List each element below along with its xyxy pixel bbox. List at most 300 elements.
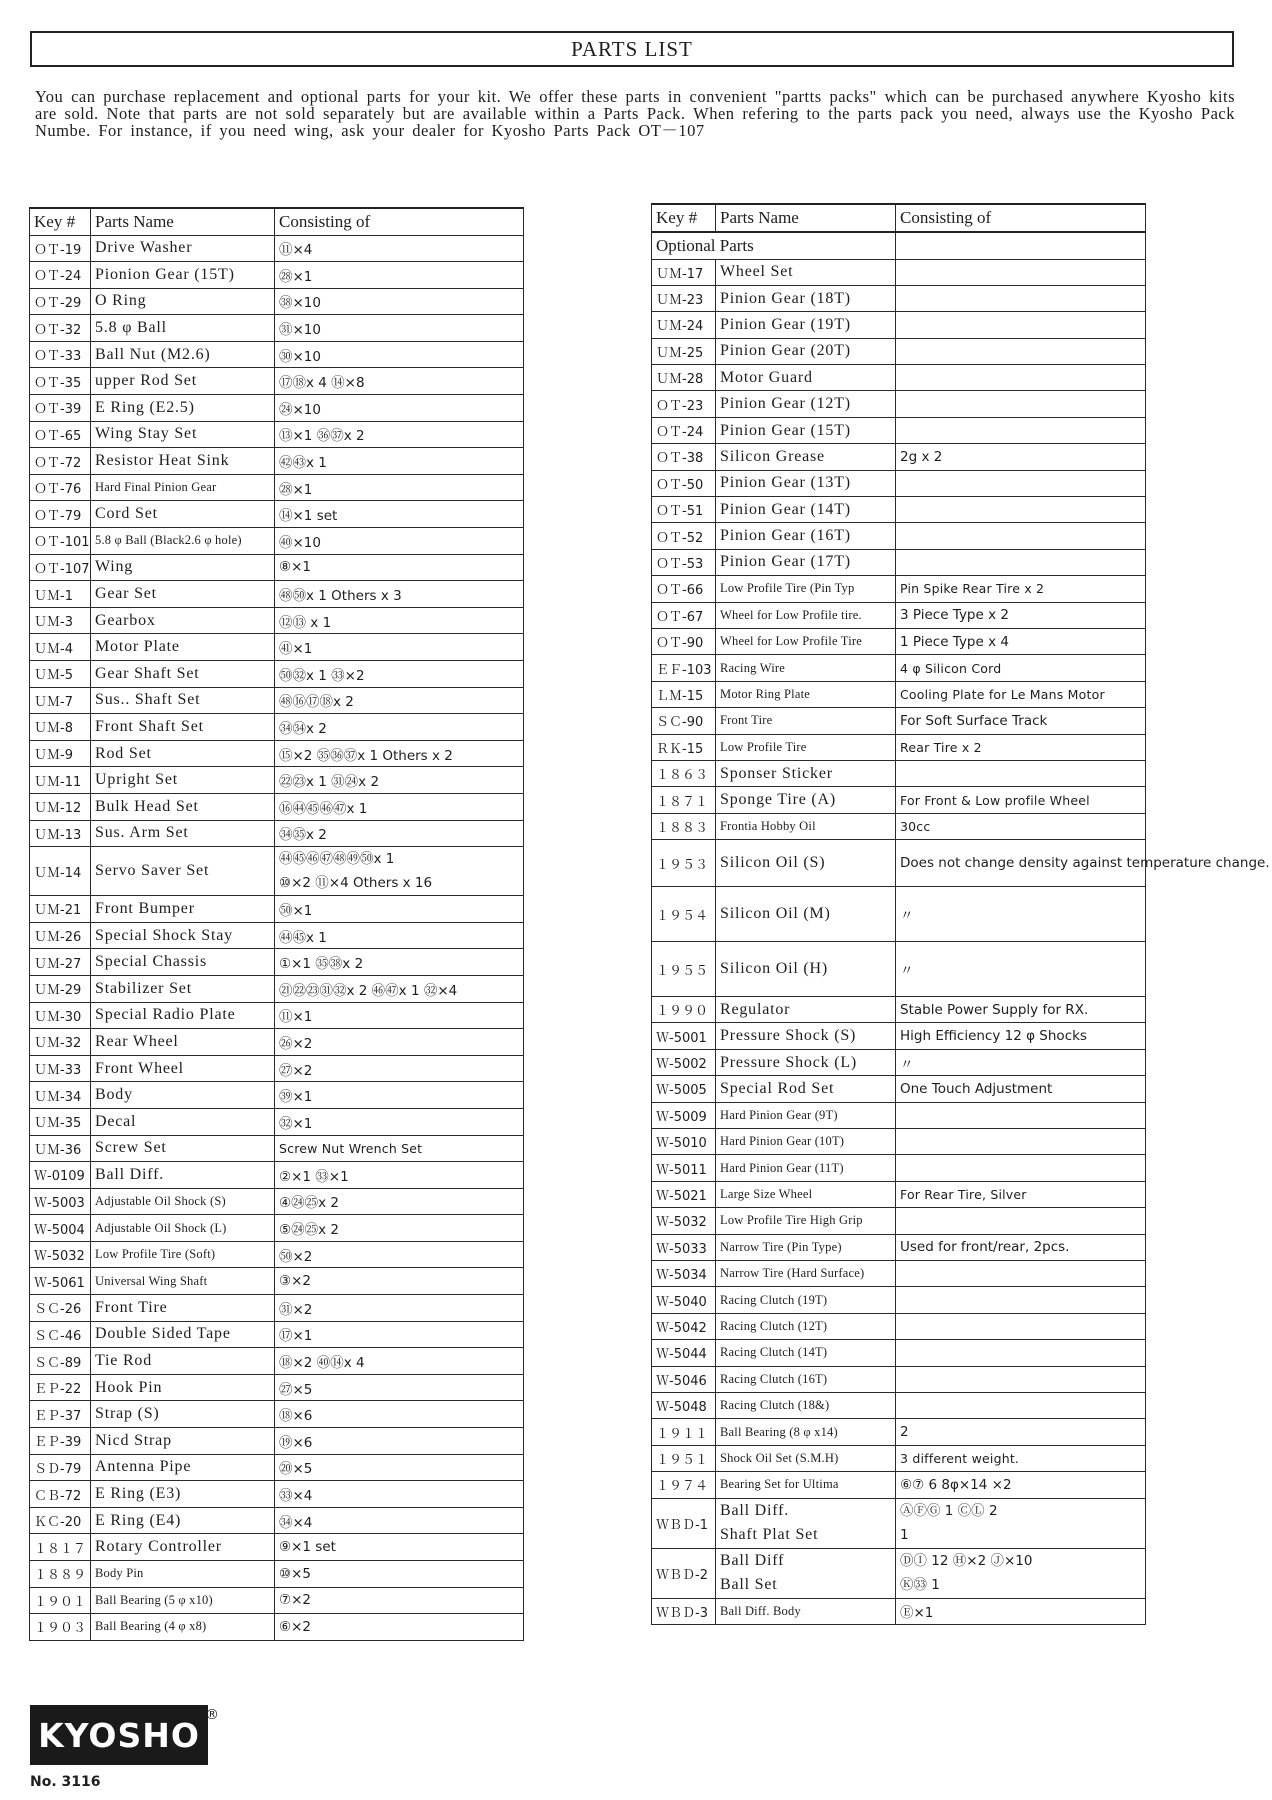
part-consisting: [896, 523, 1146, 549]
part-name: Racing Clutch (14T): [716, 1340, 896, 1366]
part-consisting: [896, 1340, 1146, 1366]
part-consisting: ㉜×1: [275, 1108, 524, 1135]
part-name: Racing Clutch (19T): [716, 1287, 896, 1313]
part-consisting: [896, 1287, 1146, 1313]
registered-mark: ®: [205, 1707, 219, 1723]
part-key: ＳＣ-26: [30, 1295, 91, 1322]
table-row: [30, 315, 524, 342]
part-key: ＲＫ-15: [652, 734, 716, 760]
part-name: Double Sided Tape: [91, 1321, 275, 1348]
part-key: ＷＢＤ-2: [652, 1548, 716, 1598]
part-key: ＯＴ-50: [652, 470, 716, 496]
table-row: [30, 1055, 524, 1082]
part-key: ＳＣ-46: [30, 1321, 91, 1348]
part-name: Cord Set: [91, 501, 275, 528]
part-key: ＥＰ-37: [30, 1401, 91, 1428]
part-key: １８１７: [30, 1534, 91, 1561]
table-row: [652, 391, 1146, 417]
part-key: ＳＣ-89: [30, 1348, 91, 1375]
part-key: １８６３: [652, 760, 716, 786]
part-consisting: 2g x 2: [896, 444, 1146, 470]
table-row: [30, 714, 524, 741]
part-key: Ｗ-5048: [652, 1392, 716, 1418]
part-key: ＷＢＤ-1: [652, 1498, 716, 1548]
part-name: Racing Clutch (16T): [716, 1366, 896, 1392]
part-consisting: ㉛×2: [275, 1295, 524, 1322]
table-row: [30, 1268, 524, 1295]
part-name-line: Ball Diff.: [720, 1502, 790, 1520]
table-row: [30, 474, 524, 501]
part-name: Front Shaft Set: [91, 714, 275, 741]
part-consisting: [896, 1155, 1146, 1181]
part-consisting: ⑦×2: [275, 1587, 524, 1614]
part-name: Special Shock Stay: [91, 922, 275, 949]
part-consisting-line: 1: [900, 1527, 909, 1544]
part-name: Front Wheel: [91, 1055, 275, 1082]
part-name: Racing Clutch (12T): [716, 1313, 896, 1339]
part-key: ＯＴ-38: [652, 444, 716, 470]
table-row: [30, 262, 524, 289]
part-key: ＯＴ-66: [652, 576, 716, 602]
part-key: ＯＴ-29: [30, 288, 91, 315]
part-consisting: [896, 338, 1146, 364]
part-key: ＵＭ-5: [30, 661, 91, 688]
part-consisting: ㊵×10: [275, 528, 524, 555]
part-key: １９５１: [652, 1445, 716, 1471]
part-name: Narrow Tire (Hard Surface): [716, 1261, 896, 1287]
part-name-line: Ball Diff: [720, 1552, 785, 1570]
part-name: Pinion Gear (18T): [716, 285, 896, 311]
part-key: Ｗ-5061: [30, 1268, 91, 1295]
part-name: Front Bumper: [91, 896, 275, 923]
part-key: Ｗ-5021: [652, 1181, 716, 1207]
part-consisting: [896, 549, 1146, 575]
part-name: Servo Saver Set: [91, 847, 275, 896]
part-consisting: ㉞×4: [275, 1507, 524, 1534]
part-key: １９１１: [652, 1419, 716, 1445]
part-consisting: ㉗×2: [275, 1055, 524, 1082]
part-key: ＵＭ-30: [30, 1002, 91, 1029]
parts-table-right: [651, 203, 1270, 1625]
part-consisting: [896, 1261, 1146, 1287]
part-name: Hard Final Pinion Gear: [91, 474, 275, 501]
part-name-line: Shaft Plat Set: [720, 1526, 819, 1544]
part-key: ＯＴ-79: [30, 501, 91, 528]
part-consisting: 〃: [896, 887, 1146, 942]
table-row: [30, 634, 524, 661]
part-key: １９５５: [652, 942, 716, 997]
part-name: [716, 1498, 896, 1548]
part-consisting: Rear Tire x 2: [896, 734, 1146, 760]
part-key: ＵＭ-1: [30, 581, 91, 608]
part-consisting: ⑩×5: [275, 1561, 524, 1588]
part-consisting: [896, 259, 1146, 285]
part-name: E Ring (E3): [91, 1481, 275, 1508]
part-consisting: For Front & Low profile Wheel: [896, 787, 1146, 813]
table-row: [652, 417, 1146, 443]
table-row: [652, 840, 1146, 887]
part-key: Ｗ-5004: [30, 1215, 91, 1242]
table-row: [30, 1534, 524, 1561]
table-row: [30, 421, 524, 448]
part-key: ＵＭ-27: [30, 949, 91, 976]
part-consisting: ㊶×1: [275, 634, 524, 661]
part-consisting: ③×2: [275, 1268, 524, 1295]
part-key: Ｗ-5001: [652, 1023, 716, 1049]
part-consisting: 4 φ Silicon Cord: [896, 655, 1146, 681]
part-name: E Ring (E2.5): [91, 395, 275, 422]
part-key: ＯＴ-19: [30, 235, 91, 262]
part-name: Nicd Strap: [91, 1428, 275, 1455]
part-key: ＷＢＤ-3: [652, 1598, 716, 1624]
table-row: [30, 1215, 524, 1242]
table-row: [652, 1181, 1146, 1207]
part-name: Low Profile Tire High Grip: [716, 1208, 896, 1234]
table-row: [30, 1108, 524, 1135]
part-key: ＵＭ-14: [30, 847, 91, 896]
table-row: [30, 288, 524, 315]
part-consisting: Does not change density against temperature change.: [896, 840, 1146, 887]
table-row: [652, 312, 1146, 338]
part-name: Antenna Pipe: [91, 1454, 275, 1481]
table-row: [30, 1348, 524, 1375]
table-row: [30, 1401, 524, 1428]
part-name: Wing Stay Set: [91, 421, 275, 448]
part-consisting: ⑯㊹㊺㊻㊼x 1: [275, 793, 524, 820]
table-row: [652, 681, 1146, 707]
part-key: Ｗ-0109: [30, 1162, 91, 1189]
part-key: ＵＭ-21: [30, 896, 91, 923]
table-row: [652, 1598, 1146, 1624]
part-name: Pinion Gear (17T): [716, 549, 896, 575]
part-consisting: [896, 497, 1146, 523]
part-key: ＯＴ-33: [30, 341, 91, 368]
table-row: [652, 602, 1146, 628]
part-name: Adjustable Oil Shock (L): [91, 1215, 275, 1242]
part-key: ＯＴ-65: [30, 421, 91, 448]
table-row: [30, 448, 524, 475]
part-consisting: 3 Piece Type x 2: [896, 602, 1146, 628]
part-key: ＯＴ-24: [652, 417, 716, 443]
part-name: Pinion Gear (13T): [716, 470, 896, 496]
table-row: [652, 1102, 1146, 1128]
part-key: ＯＴ-107: [30, 554, 91, 581]
table-row: [652, 497, 1146, 523]
table-row: [652, 887, 1146, 942]
part-consisting: ㉞㉞x 2: [275, 714, 524, 741]
part-key: １８８９: [30, 1561, 91, 1588]
table-row: [30, 767, 524, 794]
part-consisting: [896, 417, 1146, 443]
table-row: [30, 1321, 524, 1348]
header-parts-name: Parts Name: [91, 208, 275, 235]
part-key: Ｗ-5044: [652, 1340, 716, 1366]
table-row: [30, 922, 524, 949]
part-key: Ｗ-5005: [652, 1076, 716, 1102]
part-consisting: ㊴×1: [275, 1082, 524, 1109]
part-consisting: ㉔×10: [275, 395, 524, 422]
part-consisting: ⑪×1: [275, 1002, 524, 1029]
table-row: [652, 1076, 1146, 1102]
part-consisting: 〃: [896, 942, 1146, 997]
part-name: Ball Bearing (5 φ x10): [91, 1587, 275, 1614]
table-row: [30, 1428, 524, 1455]
table-row: [652, 734, 1146, 760]
part-name: Hook Pin: [91, 1374, 275, 1401]
part-consisting: ⑨×1 set: [275, 1534, 524, 1561]
part-key: Ｗ-5046: [652, 1366, 716, 1392]
table-row: [652, 708, 1146, 734]
table-row: [652, 285, 1146, 311]
part-consisting-line: ⒶⒻⒼ 1 ⒸⓁ 2: [900, 1503, 998, 1520]
table-row: [30, 1082, 524, 1109]
part-name: Sus.. Shaft Set: [91, 687, 275, 714]
table-row: [652, 1548, 1146, 1598]
part-consisting: Screw Nut Wrench Set: [275, 1135, 524, 1162]
part-consisting: [896, 1208, 1146, 1234]
part-name: Special Chassis: [91, 949, 275, 976]
part-consisting: ㉑㉒㉓㉛㉜x 2 ㊻㊼x 1 ㉜×4: [275, 975, 524, 1002]
part-consisting: ⑱×6: [275, 1401, 524, 1428]
part-key: １９０１: [30, 1587, 91, 1614]
part-key: ＵＭ-4: [30, 634, 91, 661]
part-name: Narrow Tire (Pin Type): [716, 1234, 896, 1260]
part-consisting: [275, 847, 524, 896]
part-name: Sus. Arm Set: [91, 820, 275, 847]
part-consisting: 〃: [896, 1049, 1146, 1075]
part-consisting: ㊿㉜x 1 ㉝×2: [275, 661, 524, 688]
table-row: [652, 628, 1146, 654]
part-name: Pinion Gear (16T): [716, 523, 896, 549]
part-key: ＯＴ-52: [652, 523, 716, 549]
table-row: [30, 1135, 524, 1162]
part-name: Pinion Gear (20T): [716, 338, 896, 364]
document-number: No. 3116: [30, 1774, 101, 1790]
part-name: Drive Washer: [91, 235, 275, 262]
part-name: Wing: [91, 554, 275, 581]
part-name: Adjustable Oil Shock (S): [91, 1188, 275, 1215]
table-row: [30, 341, 524, 368]
part-name: Frontia Hobby Oil: [716, 813, 896, 839]
part-name: Pinion Gear (15T): [716, 417, 896, 443]
part-key: ＵＭ-29: [30, 975, 91, 1002]
part-name: Low Profile Tire: [716, 734, 896, 760]
table-row: [30, 687, 524, 714]
part-consisting: ㊽⑯⑰⑱x 2: [275, 687, 524, 714]
table-row: [652, 1023, 1146, 1049]
part-key: ＵＭ-36: [30, 1135, 91, 1162]
page-title: PARTS LIST: [30, 31, 1234, 67]
table-row: [652, 1208, 1146, 1234]
part-key: ＯＴ-67: [652, 602, 716, 628]
table-row: [30, 1481, 524, 1508]
part-consisting: One Touch Adjustment: [896, 1076, 1146, 1102]
part-consisting: ㉖×2: [275, 1029, 524, 1056]
table-row: [652, 1155, 1146, 1181]
part-name: Rotary Controller: [91, 1534, 275, 1561]
part-name: Front Tire: [91, 1295, 275, 1322]
part-consisting: [896, 285, 1146, 311]
part-consisting: 2: [896, 1419, 1146, 1445]
table-row: [652, 1472, 1146, 1498]
part-consisting: ㉛×10: [275, 315, 524, 342]
part-consisting: ㊿×1: [275, 896, 524, 923]
table-row: [30, 975, 524, 1002]
table-row: [652, 760, 1146, 786]
table-row: [30, 368, 524, 395]
part-name: Silicon Oil (S): [716, 840, 896, 887]
part-key: ＯＴ-53: [652, 549, 716, 575]
part-key: ＵＭ-34: [30, 1082, 91, 1109]
table-row: [30, 554, 524, 581]
part-consisting: ⑪×4: [275, 235, 524, 262]
part-name: Racing Wire: [716, 655, 896, 681]
table-row: [30, 1614, 524, 1641]
table-row: [652, 365, 1146, 391]
part-key: ＯＴ-90: [652, 628, 716, 654]
part-consisting: ⑬×1 ㊱㊲x 2: [275, 421, 524, 448]
part-name: Large Size Wheel: [716, 1181, 896, 1207]
part-consisting: ⑳×5: [275, 1454, 524, 1481]
part-key: Ｗ-5032: [30, 1241, 91, 1268]
part-consisting: [896, 1102, 1146, 1128]
part-name: 5.8 φ Ball (Black2.6 φ hole): [91, 528, 275, 555]
part-key: ＬＭ-15: [652, 681, 716, 707]
part-key: １８７１: [652, 787, 716, 813]
part-key: ＵＭ-11: [30, 767, 91, 794]
table-row: [652, 523, 1146, 549]
part-consisting: ④㉔㉕x 2: [275, 1188, 524, 1215]
part-consisting-line: ⑩×2 ⑪×4 Others x 16: [279, 875, 433, 892]
part-consisting: 1 Piece Type x 4: [896, 628, 1146, 654]
part-name: Special Rod Set: [716, 1076, 896, 1102]
part-key: ＵＭ-25: [652, 338, 716, 364]
table-row: [30, 1454, 524, 1481]
part-name: Ball Diff.: [91, 1162, 275, 1189]
table-row: [30, 607, 524, 634]
part-key: ＳＤ-79: [30, 1454, 91, 1481]
part-consisting: [896, 1392, 1146, 1418]
part-name: Rod Set: [91, 740, 275, 767]
part-key: ＵＭ-26: [30, 922, 91, 949]
table-row: [30, 1295, 524, 1322]
part-name: Ball Bearing (4 φ x8): [91, 1614, 275, 1641]
part-name: Body: [91, 1082, 275, 1109]
part-key: １９７４: [652, 1472, 716, 1498]
part-key: １９９０: [652, 997, 716, 1023]
part-consisting: [896, 760, 1146, 786]
header-key: Key #: [30, 208, 91, 235]
part-consisting: ⑥×2: [275, 1614, 524, 1641]
header-key: Key #: [652, 204, 716, 232]
part-consisting: For Rear Tire, Silver: [896, 1181, 1146, 1207]
part-name: upper Rod Set: [91, 368, 275, 395]
part-key: １９０３: [30, 1614, 91, 1641]
table-row: [652, 1049, 1146, 1075]
part-consisting: 3 different weight.: [896, 1445, 1146, 1471]
part-name: Motor Ring Plate: [716, 681, 896, 707]
header-consisting: Consisting of: [896, 204, 1146, 232]
part-consisting: ㉚×10: [275, 341, 524, 368]
part-key: ＯＴ-76: [30, 474, 91, 501]
table-row: [652, 1261, 1146, 1287]
table-row: [30, 235, 524, 262]
part-name: Decal: [91, 1108, 275, 1135]
table-row: [652, 338, 1146, 364]
part-key: ＵＭ-28: [652, 365, 716, 391]
part-name: Ball Diff. Body: [716, 1598, 896, 1624]
part-consisting: [896, 470, 1146, 496]
part-name: Rear Wheel: [91, 1029, 275, 1056]
table-row: [30, 395, 524, 422]
part-name: Silicon Grease: [716, 444, 896, 470]
part-key: ＥＰ-39: [30, 1428, 91, 1455]
part-name: Pressure Shock (S): [716, 1023, 896, 1049]
table-row: [652, 787, 1146, 813]
part-consisting: ㉘×1: [275, 262, 524, 289]
part-name: Bulk Head Set: [91, 793, 275, 820]
table-row: [652, 1498, 1146, 1548]
part-consisting-line: Ⓚ㉝ 1: [900, 1577, 940, 1594]
part-key: ＵＭ-24: [652, 312, 716, 338]
parts-table-left: [29, 207, 524, 1641]
part-key: ＯＴ-51: [652, 497, 716, 523]
table-row: [652, 1366, 1146, 1392]
part-name: Body Pin: [91, 1561, 275, 1588]
part-name: Gear Set: [91, 581, 275, 608]
part-consisting: ⑤㉔㉕x 2: [275, 1215, 524, 1242]
part-name: Strap (S): [91, 1401, 275, 1428]
part-key: ＵＭ-33: [30, 1055, 91, 1082]
part-key: ＯＴ-72: [30, 448, 91, 475]
table-row: [652, 1313, 1146, 1339]
table-row: [652, 1340, 1146, 1366]
table-row: [652, 1392, 1146, 1418]
table-row: [652, 997, 1146, 1023]
part-consisting: ⑱×2 ㊵⑭x 4: [275, 1348, 524, 1375]
table-row: [30, 581, 524, 608]
part-key: ＵＭ-35: [30, 1108, 91, 1135]
table-row: [30, 896, 524, 923]
part-name: Motor Guard: [716, 365, 896, 391]
part-name: Silicon Oil (M): [716, 887, 896, 942]
part-consisting: [896, 1313, 1146, 1339]
table-row: [652, 444, 1146, 470]
part-name: Special Radio Plate: [91, 1002, 275, 1029]
part-consisting: 30cc: [896, 813, 1146, 839]
part-consisting: Used for front/rear, 2pcs.: [896, 1234, 1146, 1260]
part-key: １８８３: [652, 813, 716, 839]
part-name: Ball Nut (M2.6): [91, 341, 275, 368]
part-consisting: ㊽㊿x 1 Others x 3: [275, 581, 524, 608]
part-key: ＵＭ-17: [652, 259, 716, 285]
part-consisting: ㊿×2: [275, 1241, 524, 1268]
part-consisting: [896, 1129, 1146, 1155]
part-name: Low Profile Tire (Pin Typ: [716, 576, 896, 602]
part-name: Wheel for Low Profile Tire: [716, 628, 896, 654]
table-row: [30, 1002, 524, 1029]
part-key: Ｗ-5002: [652, 1049, 716, 1075]
part-name: Universal Wing Shaft: [91, 1268, 275, 1295]
part-key: ＯＴ-24: [30, 262, 91, 289]
table-row: [652, 1419, 1146, 1445]
part-key: ＵＭ-13: [30, 820, 91, 847]
part-name: E Ring (E4): [91, 1507, 275, 1534]
part-name: Sponser Sticker: [716, 760, 896, 786]
part-consisting: ⑥⑦ 6 8φ×14 ×2: [896, 1472, 1146, 1498]
part-name: Tie Rod: [91, 1348, 275, 1375]
part-key: ＥＦ-103: [652, 655, 716, 681]
